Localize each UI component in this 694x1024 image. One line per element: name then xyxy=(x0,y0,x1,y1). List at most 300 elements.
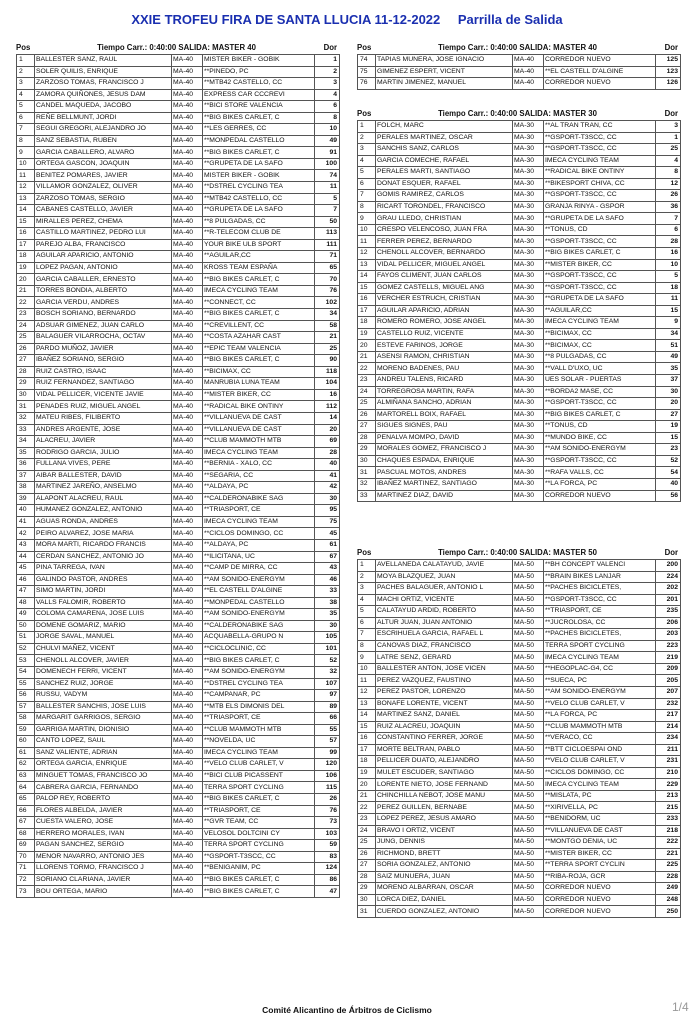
dorsal-header: Dor xyxy=(664,42,678,52)
position-cell: 3 xyxy=(17,78,35,90)
position-cell: 29 xyxy=(17,378,35,390)
position-cell: 13 xyxy=(17,193,35,205)
team-cell: **BIG BIKES CARLET, C xyxy=(203,309,315,321)
team-cell: **RIBA-ROJA, GCR xyxy=(544,871,656,883)
dorsal-cell: 65 xyxy=(315,262,340,274)
table-row xyxy=(358,375,681,387)
rider-name-cell: CANDEL MAQUEDA, JACOBO xyxy=(35,101,172,113)
team-cell: **RADICAL BIKE ONTINY xyxy=(203,401,315,413)
rider-name-cell: AGUILAR APARICIO, ANTONIO xyxy=(35,251,172,263)
rider-name-cell: ESCRIHUELA GARCIA, RAFAEL L xyxy=(376,629,513,641)
position-cell: 2 xyxy=(17,66,35,78)
rider-name-cell: MULET ESCUDER, SANTIAGO xyxy=(376,767,513,779)
team-cell: **MISTER BIKER, CC xyxy=(544,259,656,271)
table-row xyxy=(17,309,340,321)
category-cell: MA-30 xyxy=(513,224,544,236)
table-row xyxy=(358,201,681,213)
rider-name-cell: CRESPO VELENCOSO, JUAN FRA xyxy=(376,224,513,236)
dorsal-cell: 23 xyxy=(656,444,681,456)
rider-name-cell: MARTINEZ SANZ, DANIEL xyxy=(376,710,513,722)
position-cell: 66 xyxy=(17,805,35,817)
rider-name-cell: CABRERA GARCIA, FERNANDO xyxy=(35,782,172,794)
dorsal-cell: 4 xyxy=(315,89,340,101)
position-cell: 7 xyxy=(17,124,35,136)
rider-name-cell: LLORENS TORMO, FRANCISCO J xyxy=(35,863,172,875)
position-cell: 56 xyxy=(17,690,35,702)
dorsal-cell: 20 xyxy=(656,398,681,410)
position-cell: 29 xyxy=(358,444,376,456)
position-cell: 72 xyxy=(17,874,35,886)
position-cell: 10 xyxy=(17,158,35,170)
dorsal-cell: 21 xyxy=(315,332,340,344)
start-info: Tiempo Carr.: 0:40:00 SALIDA: MASTER 50 xyxy=(438,547,597,557)
category-cell: MA-50 xyxy=(513,721,544,733)
team-cell: **BICI CLUB PICASSENT xyxy=(203,770,315,782)
dorsal-cell: 126 xyxy=(656,78,681,90)
position-cell: 59 xyxy=(17,724,35,736)
rider-name-cell: CONSTANTINO FERRER, JORGE xyxy=(376,733,513,745)
table-row xyxy=(358,282,681,294)
dorsal-cell: 105 xyxy=(315,632,340,644)
position-cell: 23 xyxy=(358,375,376,387)
category-cell: MA-50 xyxy=(513,652,544,664)
category-cell: MA-50 xyxy=(513,733,544,745)
start-info: Tiempo Carr.: 0:40:00 SALIDA: MASTER 40 xyxy=(438,42,597,52)
event-title: XXIE TROFEU FIRA DE SANTA LLUCIA 11-12-2022 xyxy=(131,12,441,27)
rider-name-cell: CHULVI MAÑEZ, VICENT xyxy=(35,643,172,655)
dorsal-cell: 30 xyxy=(315,493,340,505)
position-cell: 70 xyxy=(17,851,35,863)
team-cell: **ILICITANA, UC xyxy=(203,551,315,563)
team-cell: **CLUB MAMMOTH MTB xyxy=(203,724,315,736)
table-row xyxy=(17,574,340,586)
table-row xyxy=(17,563,340,575)
dorsal-cell: 124 xyxy=(315,863,340,875)
category-cell: MA-30 xyxy=(513,328,544,340)
dorsal-cell: 61 xyxy=(315,539,340,551)
position-cell: 15 xyxy=(358,721,376,733)
rider-name-cell: HERRERO MORALES, IVAN xyxy=(35,828,172,840)
rider-name-cell: COLOMA CAMARENA, JOSE LUIS xyxy=(35,609,172,621)
table-row xyxy=(358,340,681,352)
team-cell: **RADICAL BIKE ONTINY xyxy=(544,167,656,179)
category-cell: MA-30 xyxy=(513,167,544,179)
position-cell: 2 xyxy=(358,132,376,144)
rider-name-cell: VIDAL PELLICER, MIGUEL ANGEL xyxy=(376,259,513,271)
table-row xyxy=(358,629,681,641)
team-cell: **MISLATA, PC xyxy=(544,790,656,802)
rider-name-cell: ROMERO ROMERO, JOSE ANGEL xyxy=(376,317,513,329)
rider-name-cell: TORREGROSA MARTIN, RAFA xyxy=(376,386,513,398)
category-cell: MA-50 xyxy=(513,698,544,710)
team-cell: **BIG BIKES CARLET, C xyxy=(203,874,315,886)
table-row xyxy=(358,779,681,791)
table-row xyxy=(17,135,340,147)
team-cell: **XIRIVELLA, PC xyxy=(544,802,656,814)
dorsal-cell: 5 xyxy=(656,271,681,283)
dorsal-cell: 201 xyxy=(656,594,681,606)
position-cell: 18 xyxy=(358,317,376,329)
rider-name-cell: FAYOS CLIMENT, JUAN CARLOS xyxy=(376,271,513,283)
table-row xyxy=(17,55,340,67)
position-cell: 65 xyxy=(17,794,35,806)
category-cell: MA-40 xyxy=(172,736,203,748)
rider-name-cell: MARTINEZ DIAZ, DAVID xyxy=(376,490,513,502)
dorsal-cell: 104 xyxy=(315,378,340,390)
team-cell: **CLUB MAMMOTH MTB xyxy=(203,436,315,448)
position-cell: 28 xyxy=(358,432,376,444)
team-cell: **AM SONIDO-ENERGYM xyxy=(544,444,656,456)
position-cell: 39 xyxy=(17,493,35,505)
team-cell: **GRUPETA DE LA SAFO xyxy=(544,213,656,225)
position-cell: 7 xyxy=(358,190,376,202)
table-row xyxy=(358,721,681,733)
position-cell: 11 xyxy=(358,675,376,687)
position-cell: 31 xyxy=(358,906,376,918)
rider-name-cell: RODRIGO GARCIA, JULIO xyxy=(35,447,172,459)
dorsal-cell: 30 xyxy=(656,386,681,398)
category-cell: MA-40 xyxy=(172,563,203,575)
position-cell: 25 xyxy=(358,398,376,410)
category-cell: MA-40 xyxy=(172,805,203,817)
team-cell: **TERRA SPORT CYCLIN xyxy=(544,860,656,872)
rider-name-cell: GARCIA VERDU, ANDRES xyxy=(35,297,172,309)
dorsal-cell: 2 xyxy=(315,66,340,78)
dorsal-cell: 3 xyxy=(315,78,340,90)
category-cell: MA-50 xyxy=(513,594,544,606)
table-row xyxy=(358,560,681,572)
dorsal-cell: 118 xyxy=(315,366,340,378)
rider-name-cell: PARDO MUÑOZ, JAVIER xyxy=(35,343,172,355)
category-cell: MA-50 xyxy=(513,883,544,895)
dorsal-cell: 67 xyxy=(315,551,340,563)
position-cell: 69 xyxy=(17,840,35,852)
category-cell: MA-30 xyxy=(513,294,544,306)
position-cell: 20 xyxy=(17,274,35,286)
category-cell: MA-40 xyxy=(172,782,203,794)
table-row xyxy=(358,144,681,156)
table-row xyxy=(358,848,681,860)
category-cell: MA-30 xyxy=(513,259,544,271)
rider-name-cell: MACHI ORTIZ, VICENTE xyxy=(376,594,513,606)
category-cell: MA-40 xyxy=(513,66,544,78)
start-info: Tiempo Carr.: 0:40:00 SALIDA: MASTER 40 xyxy=(97,42,256,52)
rider-name-cell: MARTIN JIMENEZ, MANUEL xyxy=(376,78,513,90)
dorsal-cell: 26 xyxy=(656,190,681,202)
category-cell: MA-30 xyxy=(513,155,544,167)
rider-name-cell: ESTEVE FARINOS, JORGE xyxy=(376,340,513,352)
dorsal-cell: 34 xyxy=(656,328,681,340)
rider-name-cell: VERCHER ESTRUCH, CRISTIAN xyxy=(376,294,513,306)
team-cell: **BIG BIKES CARLET, C xyxy=(203,147,315,159)
team-cell: **SUECA, PC xyxy=(544,675,656,687)
category-cell: MA-50 xyxy=(513,802,544,814)
category-cell: MA-30 xyxy=(513,121,544,133)
team-cell: CORREDOR NUEVO xyxy=(544,78,656,90)
dorsal-cell: 47 xyxy=(315,886,340,898)
rider-name-cell: SIGUES SIGNES, PAU xyxy=(376,421,513,433)
category-cell: MA-30 xyxy=(513,201,544,213)
position-cell: 34 xyxy=(17,436,35,448)
rider-name-cell: PEREZ PASTOR, LORENZO xyxy=(376,687,513,699)
category-cell: MA-40 xyxy=(172,274,203,286)
table-row xyxy=(17,817,340,829)
position-cell: 2 xyxy=(358,571,376,583)
dorsal-cell: 211 xyxy=(656,744,681,756)
table-row xyxy=(358,687,681,699)
team-cell: **AM SONIDO-ENERGYM xyxy=(203,574,315,586)
rider-name-cell: CHINCHILLA NEBOT, JOSE MANU xyxy=(376,790,513,802)
team-cell: **MTB ELS DIMONIS DEL xyxy=(203,701,315,713)
category-cell: MA-30 xyxy=(513,178,544,190)
table-row xyxy=(358,55,681,67)
team-cell: GRANJA RINYA - GSPOR xyxy=(544,201,656,213)
category-cell: MA-30 xyxy=(513,421,544,433)
category-cell: MA-40 xyxy=(172,482,203,494)
dorsal-cell: 95 xyxy=(315,505,340,517)
rider-name-cell: PERALES MARTINEZ, OSCAR xyxy=(376,132,513,144)
team-cell: **AGUILAR,CC xyxy=(544,305,656,317)
table-row xyxy=(17,89,340,101)
position-cell: 10 xyxy=(358,224,376,236)
position-cell: 52 xyxy=(17,643,35,655)
pos-header: Pos xyxy=(357,42,372,52)
rider-name-cell: MIRALLES PEREZ, CHEMA xyxy=(35,216,172,228)
table-row xyxy=(17,401,340,413)
position-cell: 51 xyxy=(17,632,35,644)
table-row xyxy=(17,66,340,78)
category-cell: MA-40 xyxy=(172,493,203,505)
table-row xyxy=(358,583,681,595)
rider-name-cell: PERALES MARTI, SANTIAGO xyxy=(376,167,513,179)
dorsal-cell: 33 xyxy=(315,586,340,598)
rider-name-cell: CALATAYUD ARDID, ROBERTO xyxy=(376,606,513,618)
position-cell: 17 xyxy=(358,305,376,317)
position-cell: 22 xyxy=(358,363,376,375)
team-cell: **VILLANUEVA DE CAST xyxy=(544,825,656,837)
category-cell: MA-40 xyxy=(172,412,203,424)
rider-name-cell: MINGUET TOMAS, FRANCISCO JO xyxy=(35,770,172,782)
category-cell: MA-40 xyxy=(172,436,203,448)
category-cell: MA-50 xyxy=(513,860,544,872)
rider-name-cell: AIBAR BALLESTER, DAVID xyxy=(35,470,172,482)
dorsal-cell: 210 xyxy=(656,767,681,779)
dorsal-cell: 55 xyxy=(315,724,340,736)
table-row xyxy=(17,678,340,690)
rider-name-cell: BENITEZ POMARES, JAVIER xyxy=(35,170,172,182)
team-cell: **TONUS, CD xyxy=(544,421,656,433)
dorsal-cell: 15 xyxy=(656,305,681,317)
table-row xyxy=(17,412,340,424)
team-cell: **BIG BIKES CARLET, C xyxy=(203,655,315,667)
category-cell: MA-30 xyxy=(513,340,544,352)
team-cell: **VERACO, CC xyxy=(544,733,656,745)
position-cell: 54 xyxy=(17,666,35,678)
rider-name-cell: ALACREU, JAVIER xyxy=(35,436,172,448)
category-cell: MA-40 xyxy=(172,863,203,875)
rider-name-cell: DOMENECH FERRI, VICENT xyxy=(35,666,172,678)
dorsal-cell: 214 xyxy=(656,721,681,733)
category-cell: MA-40 xyxy=(172,840,203,852)
rider-name-cell: ALTUR JUAN, JUAN ANTONIO xyxy=(376,617,513,629)
team-cell: TERRA SPORT CYCLING xyxy=(203,782,315,794)
dorsal-cell: 209 xyxy=(656,663,681,675)
rider-name-cell: PENADES RUIZ, MIGUEL ANGEL xyxy=(35,401,172,413)
dorsal-cell: 70 xyxy=(315,274,340,286)
category-cell: MA-40 xyxy=(172,332,203,344)
dorsal-header: Dor xyxy=(664,547,678,557)
dorsal-cell: 249 xyxy=(656,883,681,895)
table-row xyxy=(358,571,681,583)
team-cell: IMECA CYCLING TEAM xyxy=(203,516,315,528)
rider-name-cell: RUIZ CASTRO, ISAAC xyxy=(35,366,172,378)
table-row xyxy=(17,655,340,667)
team-cell: **MONTGO DENIA, UC xyxy=(544,837,656,849)
dorsal-cell: 99 xyxy=(315,747,340,759)
rider-name-cell: GOMIS RAMIREZ, CARLOS xyxy=(376,190,513,202)
team-cell: **GRUPETA DE LA SAFO xyxy=(544,294,656,306)
table-row xyxy=(17,528,340,540)
section-header xyxy=(357,545,680,559)
position-cell: 7 xyxy=(358,629,376,641)
table-row xyxy=(17,805,340,817)
dorsal-cell: 76 xyxy=(315,285,340,297)
table-row xyxy=(358,744,681,756)
team-cell: **VILLANUEVA DE CAST xyxy=(203,412,315,424)
team-cell: **VELO CLUB CARLET, V xyxy=(544,756,656,768)
position-cell: 19 xyxy=(17,262,35,274)
section-header xyxy=(357,40,680,54)
position-cell: 16 xyxy=(358,294,376,306)
category-cell: MA-40 xyxy=(172,285,203,297)
category-cell: MA-40 xyxy=(172,355,203,367)
dorsal-cell: 19 xyxy=(656,421,681,433)
dorsal-cell: 221 xyxy=(656,848,681,860)
category-cell: MA-40 xyxy=(172,216,203,228)
start-list-table xyxy=(357,120,681,502)
dorsal-cell: 14 xyxy=(315,412,340,424)
position-cell: 3 xyxy=(358,583,376,595)
team-cell: **BICIMAX, CC xyxy=(544,340,656,352)
team-cell: **EL CASTELL D'ALGINE xyxy=(544,66,656,78)
dorsal-cell: 35 xyxy=(315,609,340,621)
category-cell: MA-30 xyxy=(513,444,544,456)
position-cell: 4 xyxy=(358,155,376,167)
table-row xyxy=(17,297,340,309)
rider-name-cell: GOMEZ CASTELLS, MIGUEL ANG xyxy=(376,282,513,294)
rider-name-cell: ALMIÑANA SANCHO, ADRIAN xyxy=(376,398,513,410)
category-cell: MA-40 xyxy=(172,193,203,205)
position-cell: 15 xyxy=(358,282,376,294)
dorsal-cell: 69 xyxy=(315,436,340,448)
table-row xyxy=(358,767,681,779)
rider-name-cell: FERRER PEREZ, BERNARDO xyxy=(376,236,513,248)
table-row xyxy=(358,733,681,745)
table-row xyxy=(17,713,340,725)
table-row xyxy=(17,759,340,771)
dorsal-cell: 26 xyxy=(315,794,340,806)
team-cell: **MTB42 CASTELLO, CC xyxy=(203,193,315,205)
table-row xyxy=(17,251,340,263)
page-subtitle: Parrilla de Salida xyxy=(457,12,563,27)
position-cell: 10 xyxy=(358,663,376,675)
table-row xyxy=(17,320,340,332)
dorsal-cell: 120 xyxy=(315,759,340,771)
rider-name-cell: CANOVAS DIAZ, FRANCISCO xyxy=(376,640,513,652)
team-cell: **BIG BIKES CARLET, C xyxy=(203,886,315,898)
team-cell: YOUR BIKE ULB SPORT xyxy=(203,239,315,251)
rider-name-cell: LOPEZ PAGAN, ANTONIO xyxy=(35,262,172,274)
dorsal-cell: 231 xyxy=(656,756,681,768)
dorsal-cell: 100 xyxy=(315,158,340,170)
dorsal-cell: 16 xyxy=(656,248,681,260)
category-cell: MA-30 xyxy=(513,271,544,283)
dorsal-cell: 9 xyxy=(656,317,681,329)
category-cell: MA-40 xyxy=(172,586,203,598)
table-row xyxy=(358,710,681,722)
rider-name-cell: ORTEGA GASCON, JOAQUIN xyxy=(35,158,172,170)
team-cell: **MTB42 CASTELLO, CC xyxy=(203,78,315,90)
position-cell: 1 xyxy=(358,121,376,133)
category-cell: MA-40 xyxy=(172,874,203,886)
table-row xyxy=(17,182,340,194)
dorsal-cell: 215 xyxy=(656,802,681,814)
rider-name-cell: SANZ VALIENTE, ADRIAN xyxy=(35,747,172,759)
category-cell: MA-50 xyxy=(513,617,544,629)
team-cell: **8 PULGADAS, CC xyxy=(544,351,656,363)
position-cell: 16 xyxy=(358,733,376,745)
category-cell: MA-40 xyxy=(172,505,203,517)
rider-name-cell: MORENO ALBARRAN, OSCAR xyxy=(376,883,513,895)
table-row xyxy=(358,409,681,421)
category-cell: MA-40 xyxy=(172,135,203,147)
table-row xyxy=(17,690,340,702)
rider-name-cell: MORENO BADENES, PAU xyxy=(376,363,513,375)
table-row xyxy=(358,837,681,849)
position-cell: 74 xyxy=(358,55,376,67)
dorsal-cell: 202 xyxy=(656,583,681,595)
team-cell: CORREDOR NUEVO xyxy=(544,906,656,918)
table-row xyxy=(17,112,340,124)
team-cell: **TRIASPORT, CE xyxy=(203,713,315,725)
table-row xyxy=(17,505,340,517)
category-cell: MA-50 xyxy=(513,571,544,583)
category-cell: MA-30 xyxy=(513,236,544,248)
position-cell: 14 xyxy=(358,710,376,722)
team-cell: **LA FORCA, PC xyxy=(544,710,656,722)
category-cell: MA-40 xyxy=(172,78,203,90)
position-cell: 27 xyxy=(17,355,35,367)
rider-name-cell: PAGAN SANCHEZ, SERGIO xyxy=(35,840,172,852)
dorsal-cell: 8 xyxy=(656,167,681,179)
page-title xyxy=(0,12,694,27)
category-cell: MA-50 xyxy=(513,837,544,849)
rider-name-cell: PAREJO ALBA, FRANCISCO xyxy=(35,239,172,251)
rider-name-cell: RUSSU, VADYM xyxy=(35,690,172,702)
rider-name-cell: VIDAL PELLICER, VICENTE JAVIE xyxy=(35,389,172,401)
rider-name-cell: MORA MARTI, RICARDO FRANCIS xyxy=(35,539,172,551)
rider-name-cell: PEREZ GUILLEN, BERNABE xyxy=(376,802,513,814)
position-cell: 24 xyxy=(358,386,376,398)
dorsal-cell: 5 xyxy=(315,193,340,205)
position-cell: 15 xyxy=(17,216,35,228)
table-row xyxy=(358,756,681,768)
table-row xyxy=(358,386,681,398)
category-cell: MA-40 xyxy=(172,401,203,413)
rider-name-cell: SANCHEZ RUIZ, JORGE xyxy=(35,678,172,690)
category-cell: MA-40 xyxy=(172,678,203,690)
category-cell: MA-40 xyxy=(172,666,203,678)
